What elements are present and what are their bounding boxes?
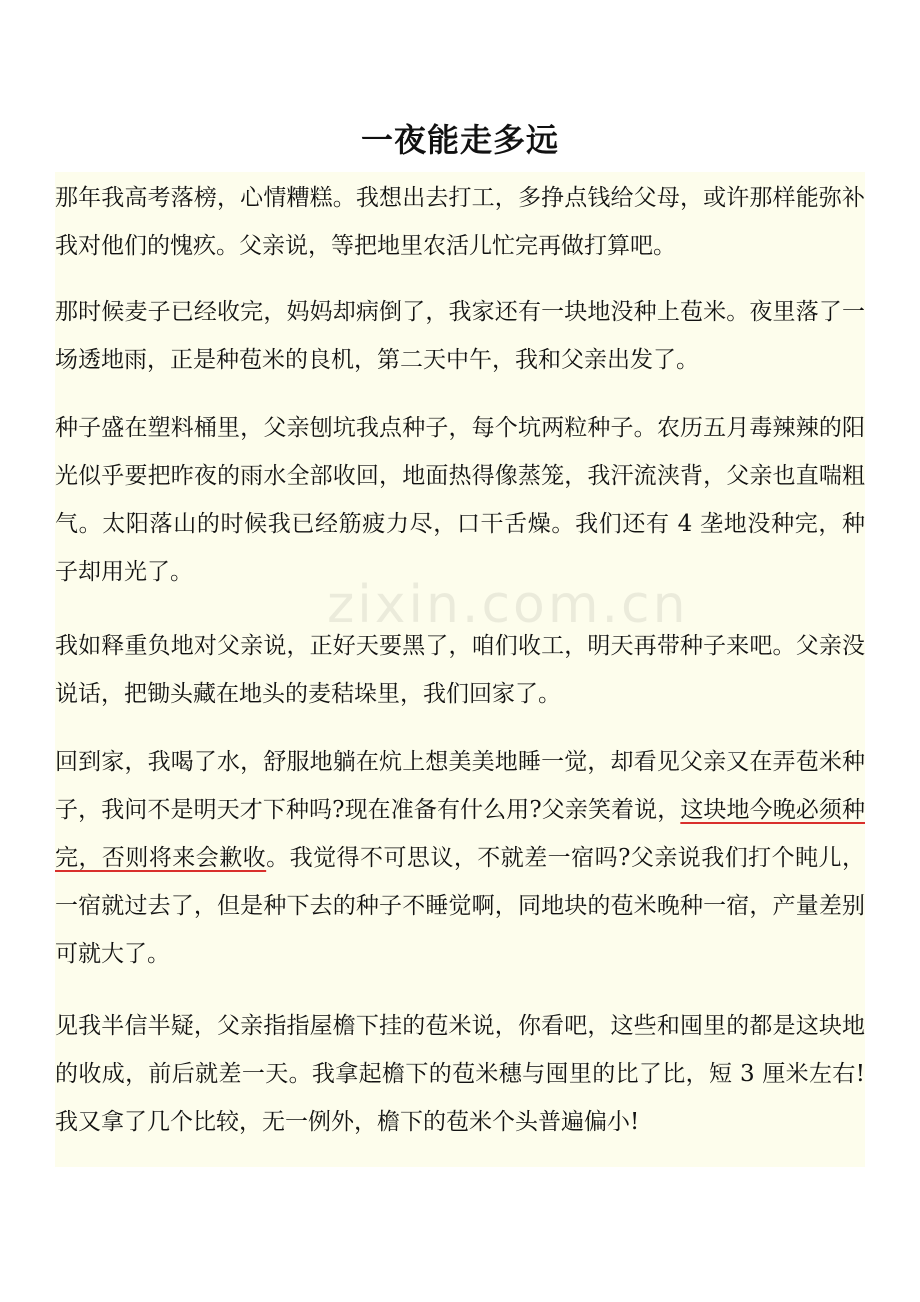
watermark: zixin.com.cn — [327, 575, 689, 635]
paragraph-5-text-end: 。我觉得不可思议，不就差一宿吗?父亲说我们打个盹儿，一宿就过去了，但是种下去的种子不睡觉啊，同地块的苞米晚种一宿，产量差别可就大了。 — [55, 845, 865, 967]
paragraph-5-text-start: 回到家，我喝了水，舒服地躺在炕上想美美地睡一觉，却看见父亲又在弄苞米种子，我问不是明天才下种吗?现在准备有什么用?父亲笑着说， — [55, 749, 865, 823]
paragraph-4: 我如释重负地对父亲说，正好天要黑了，咱们收工，明天再带种子来吧。父亲没说话，把锄头藏在地头的麦秸垛里，我们回家了。 — [55, 633, 865, 707]
underlined-phrase: 这块地今晚必须种完，否则将来会歉收 — [55, 797, 865, 871]
document-body — [55, 172, 865, 1167]
paragraph-6: 见我半信半疑，父亲指指屋檐下挂的苞米说，你看吧，这些和囤里的都是这块地的收成，前后就差一天。我拿起檐下的苞米穗与囤里的比了比，短 3 厘米左右!我又拿了几个比较，无一例外，檐下的苞米个头普遍偏小! — [55, 1013, 865, 1135]
paragraph-2: 那时候麦子已经收完，妈妈却病倒了，我家还有一块地没种上苞米。夜里落了一场透地雨，正是种苞米的良机，第二天中午，我和父亲出发了。 — [55, 299, 865, 373]
paragraph-1: 那年我高考落榜，心情糟糕。我想出去打工，多挣点钱给父母，或许那样能弥补我对他们的愧疚。父亲说，等把地里农活儿忙完再做打算吧。 — [55, 185, 865, 259]
paragraph-3: 种子盛在塑料桶里，父亲刨坑我点种子，每个坑两粒种子。农历五月毒辣辣的阳光似乎要把昨夜的雨水全部收回，地面热得像蒸笼，我汗流浃背，父亲也直喘粗气。太阳落山的时候我已经筋疲力尽，口干舌燥。我们还有 4 垄地没种完，种子却用光了。 — [55, 415, 865, 585]
document-title: 一夜能走多远 — [360, 121, 559, 159]
paragraph-5 — [55, 738, 865, 978]
